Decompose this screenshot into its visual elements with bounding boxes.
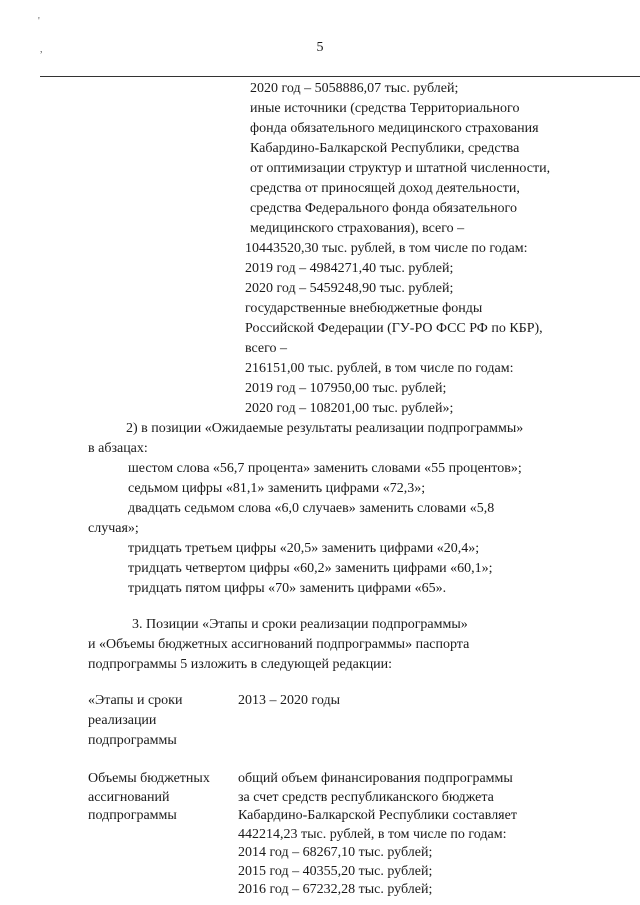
stages-label: реализации	[88, 713, 157, 728]
section2-line: в абзацах:	[88, 441, 148, 456]
volumes-label: подпрограммы	[88, 808, 177, 823]
section2-line: тридцать третьем цифры «20,5» заменить цифрами «20,4»;	[128, 541, 480, 556]
top-line: иные источники (средства Территориального	[250, 101, 520, 116]
stages-label: подпрограммы	[88, 733, 177, 748]
volumes-value: 2016 год – 67232,28 тыс. рублей;	[238, 882, 433, 897]
top-line: 216151,00 тыс. рублей, в том числе по годам:	[245, 361, 514, 376]
volumes-label: Объемы бюджетных	[88, 771, 210, 786]
top-line: средства от приносящей доход деятельности,	[250, 181, 520, 196]
volumes-value: 2015 год – 40355,20 тыс. рублей;	[238, 863, 433, 879]
top-line: 2020 год – 5058886,07 тыс. рублей;	[250, 81, 459, 96]
scan-mark: ,	[40, 44, 43, 55]
section3-line: подпрограммы 5 изложить в следующей редакции:	[88, 657, 393, 672]
section2-line: двадцать седьмом слова «6,0 случаев» заменить словами «5,8	[128, 501, 495, 516]
top-line: фонда обязательного медицинского страхования	[250, 121, 539, 136]
top-line: всего –	[245, 341, 288, 356]
top-line: средства Федерального фонда обязательного	[250, 201, 517, 216]
top-line: Кабардино-Балкарской Республики, средства	[250, 141, 520, 156]
top-line: от оптимизации структур и штатной численности,	[250, 161, 551, 176]
volumes-value: 442214,23 тыс. рублей, в том числе по годам:	[238, 826, 507, 842]
section2-line: 2) в позиции «Ожидаемые результаты реализации подпрограммы»	[126, 421, 524, 436]
section3-line: и «Объемы бюджетных ассигнований подпрограммы» паспорта	[88, 637, 470, 652]
section2-line: случая»;	[88, 521, 139, 536]
header-rule	[40, 76, 640, 77]
top-line: 10443520,30 тыс. рублей, в том числе по годам:	[245, 241, 528, 256]
volumes-value: Кабардино-Балкарской Республики составляет	[238, 808, 517, 823]
stages-value: 2013 – 2020 годы	[238, 693, 341, 708]
section2-line: тридцать пятом цифры «70» заменить цифрами «65».	[128, 581, 447, 596]
top-line: медицинского страхования), всего –	[250, 221, 465, 236]
top-line: 2019 год – 4984271,40 тыс. рублей;	[245, 261, 454, 276]
top-line: 2020 год – 108201,00 тыс. рублей»;	[245, 401, 454, 416]
scan-mark: '	[38, 16, 40, 27]
volumes-value: за счет средств республиканского бюджета	[238, 789, 494, 805]
page-number: 5	[316, 40, 324, 55]
section2-line: тридцать четвертом цифры «60,2» заменить цифрами «60,1»;	[128, 561, 493, 576]
volumes-value: общий объем финансирования подпрограммы	[238, 771, 513, 786]
section2-line: шестом слова «56,7 процента» заменить словами «55 процентов»;	[128, 461, 522, 476]
stages-label: «Этапы и сроки	[88, 693, 183, 708]
top-line: государственные внебюджетные фонды	[245, 301, 483, 316]
section3-line: 3. Позиции «Этапы и сроки реализации подпрограммы»	[132, 617, 468, 632]
section2-line: седьмом цифры «81,1» заменить цифрами «72,3»;	[128, 481, 426, 496]
top-line: 2020 год – 5459248,90 тыс. рублей;	[245, 281, 454, 296]
volumes-value: 2014 год – 68267,10 тыс. рублей;	[238, 845, 433, 860]
top-line: 2019 год – 107950,00 тыс. рублей;	[245, 381, 447, 396]
top-line: Российской Федерации (ГУ-РО ФСС РФ по КБР),	[245, 321, 543, 336]
volumes-label: ассигнований	[88, 789, 170, 805]
